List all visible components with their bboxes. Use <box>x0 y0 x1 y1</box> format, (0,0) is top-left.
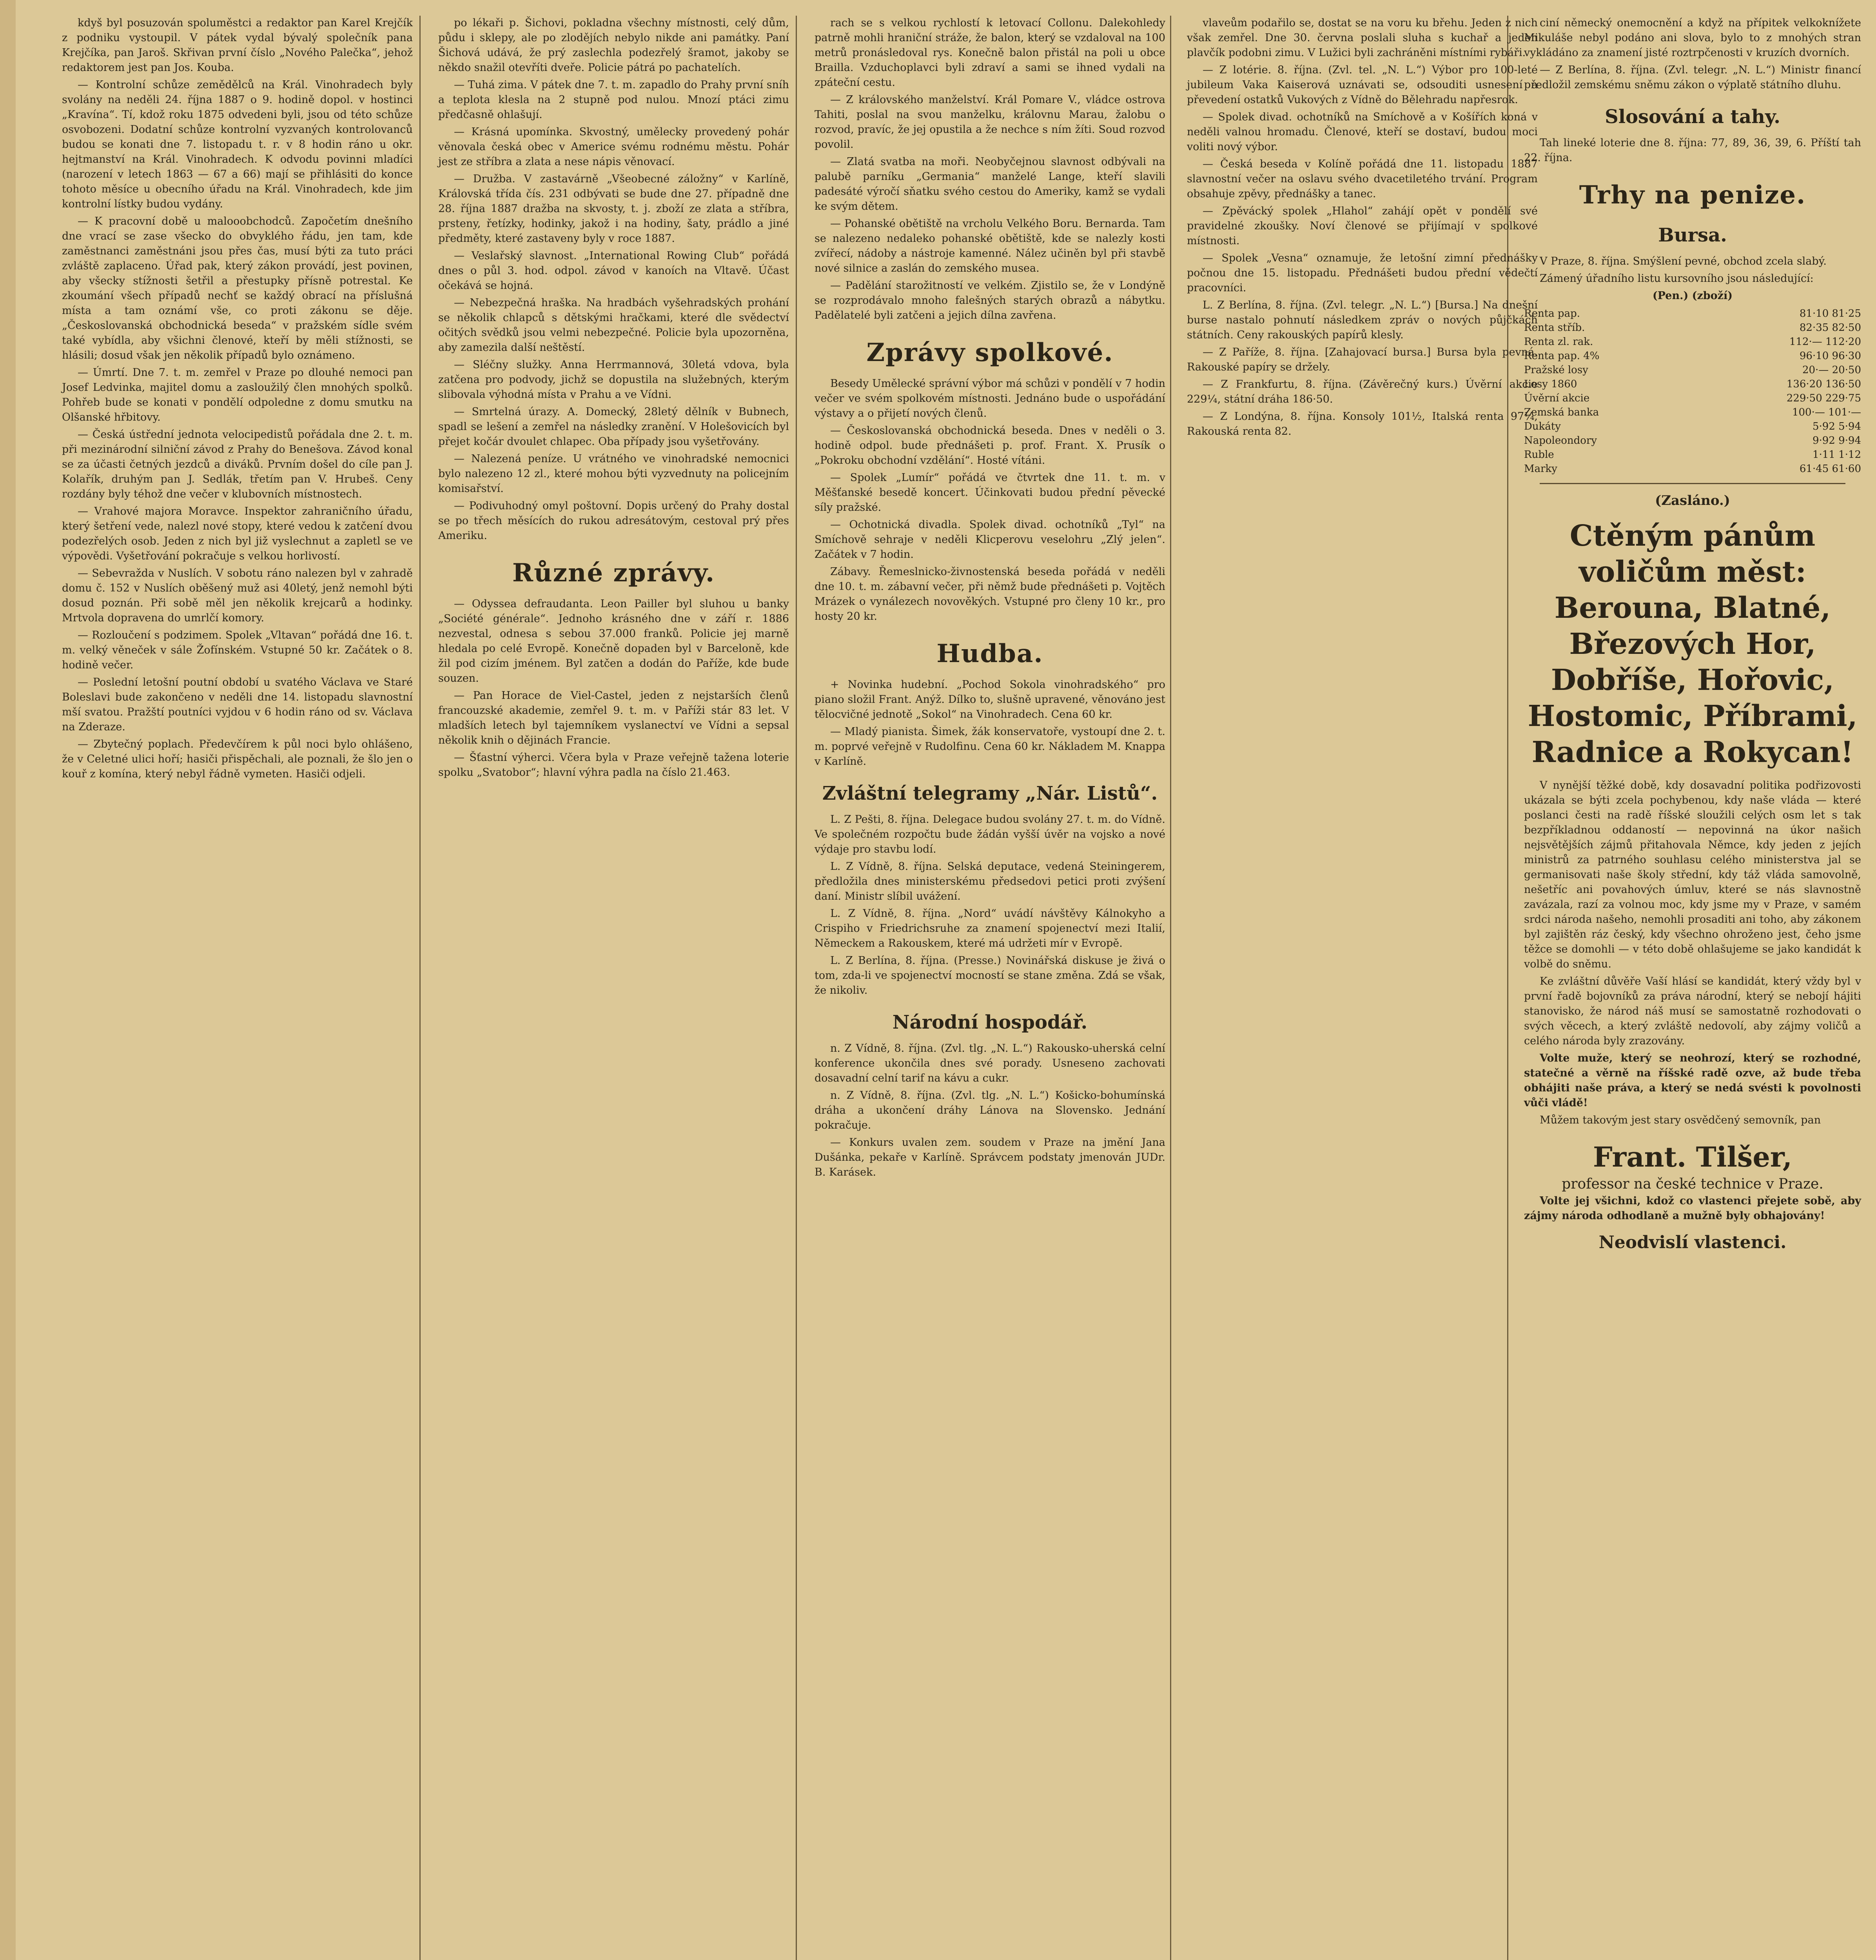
article-paragraph: — Pan Horace de Viel-Castel, jeden z nejstarších členů francouzské akademie, zemřel 9. t. m. v Paříži stár 83 let. V mladších letech byl tajemníkem vyslanectví ve Vídni a sepsal několik knih o dějinách Francie. <box>438 690 789 746</box>
section-heading-zpravy-spolkove: Zprávy spolkové. <box>866 338 1114 367</box>
article-paragraph: — Z lotérie. 8. října. (Zvl. tel. „N. L.“) Výbor pro 100-leté jubileum Vaka Kaiserová uznávati se, odsouditi usnesení a převedení ostatků Vukových z Vídně do Bělehradu napřesrok. <box>1187 64 1538 106</box>
rate-value: 20·— 20·50 <box>1802 364 1861 376</box>
section-heading-hudba: Hudba. <box>936 639 1043 668</box>
article-paragraph: — Odyssea defraudanta. Leon Pailler byl sluhou u banky „Société générale“. Jednoho krásného dne v září r. 1886 nezvestal, odnesa s sebou 37.000 franků. Policie jej marně hledala po celé Evropě. Konečně dopaden byl v Barceloně, kde žil pod cizím jménem. Byl zatčen a dodán do Paříže, kde bude souzen. <box>438 598 789 684</box>
article-paragraph: — Česká beseda v Kolíně pořádá dne 11. listopadu 1887 slavnostní večer na oslavu svého dvacetiletého trvání. Program obsahuje zpěvy, přednášky a tanec. <box>1187 158 1538 200</box>
ad-paragraph: V nynější těžké době, kdy dosavadní politika podřizovosti ukázala se býti zcela pochybenou, kdy naše vláda — které poslanci česti na radě říšské sloužili celých osm let s tak bezpříkladnou oddaností — nepovinná na úkor našich nejsvětějších zájmů přitahovala Němce, kdy jeden z jejích ministrů za patrného souhlasu celého ministerstva jal se germanisovati naše školy střední, kdy táž vláda samovolně, nešetříc ani povahových úmluv, které se nás slavnostně zavázala, razí za volnou moc, kdy jsme my v Praze, v samém srdci národa našeho, nemohli prosaditi ani toho, aby zákonem byl zajištěn ráz český, kdy všechno ohroženo jest, čeho jsme těžce se domohli — v této době ohlašujeme se jako kandidát k volbě do sněmu. <box>1524 779 1861 970</box>
section-heading-trhy: Trhy na penize. <box>1579 180 1806 210</box>
article-paragraph: — Z Paříže, 8. října. [Zahajovací bursa.] Bursa byla pevná. Rakouské papíry se držely. <box>1187 346 1538 373</box>
rate-value: 229·50 229·75 <box>1786 392 1861 404</box>
rate-label: Ruble <box>1524 449 1554 461</box>
article-paragraph: — Z Frankfurtu, 8. října. (Závěrečný kurs.) Úvěrní akcie 229¼, státní dráha 186·50. <box>1187 378 1538 405</box>
article-paragraph: — Zpěvácký spolek „Hlahol“ zahájí opět v pondělí své pravidelné zkoušky. Noví členové se přijímají v spolkové místnosti. <box>1187 205 1538 247</box>
section-heading-slosovani: Slosování a tahy. <box>1605 106 1780 128</box>
ad-signature: Neodvislí vlastenci. <box>1598 1232 1787 1252</box>
article-paragraph: — Úmrtí. Dne 7. t. m. zemřel v Praze po dlouhé nemoci pan Josef Ledvinka, majitel domu a zasloužilý člen mnohých spolků. Pohřeb bude se konati v pondělí odpoledne z domu smutku na Olšanské hřbitovy. <box>62 367 413 423</box>
rate-row <box>1524 405 1861 419</box>
rate-value: 112·— 112·20 <box>1789 336 1861 348</box>
rate-label: Renta zl. rak. <box>1524 336 1593 348</box>
rate-value: 100·— 101·— <box>1792 407 1861 418</box>
column-4 <box>1180 16 1545 1960</box>
rate-row <box>1524 335 1861 349</box>
rate-value: 96·10 96·30 <box>1799 350 1861 362</box>
subheading-bursa: Bursa. <box>1658 224 1727 246</box>
rate-label: Úvěrní akcie <box>1524 392 1590 404</box>
rate-label: Napoleondory <box>1524 435 1597 446</box>
article-paragraph: L. Z Berlína, 8. října. (Presse.) Novinářská diskuse je živá o tom, zda-li ve spojenectví mocností se stane změna. Zdá se však, že nikoliv. <box>815 955 1165 996</box>
rate-label: Pražské losy <box>1524 364 1588 376</box>
article-paragraph: L. Z Pešti, 8. října. Delegace budou svolány 27. t. m. do Vídně. Ve společném rozpočtu bude žádán vyšší úvěr na vojsko a nové výdaje pro stavbu lodí. <box>815 813 1165 855</box>
article-paragraph: — Spolek divad. ochotníků na Smíchově a v Košířích koná v neděli valnou hromadu. Členové, kteří se dostaví, budou moci voliti nový výbor. <box>1187 111 1538 153</box>
article-paragraph: L. Z Berlína, 8. října. (Zvl. telegr. „N. L.“) [Bursa.] Na dnešní burse nastalo pohnutí následkem zpráv o nových půjčkách státních. Ceny rakouských papírů klesly. <box>1187 299 1538 341</box>
article-paragraph: — Nebezpečná hraška. Na hradbách vyšehradských prohání se několik chlapců s dětskými hračkami, které dle svědectví očitých svědků jsou velmi nebezpečné. Policie byla upozorněna, aby zamezila další neštěstí. <box>438 297 789 354</box>
article-paragraph: n. Z Vídně, 8. října. (Zvl. tlg. „N. L.“) Rakousko-uherská celní konference ukončila dnes své porady. Usneseno zachovati dosavadní celní tarif na kávu a cukr. <box>815 1042 1165 1084</box>
zaslano-label: (Zasláno.) <box>1655 493 1730 508</box>
rate-value: 1·11 1·12 <box>1812 449 1861 461</box>
rate-label: Renta pap. 4% <box>1524 350 1600 362</box>
rate-row <box>1524 377 1861 391</box>
rate-value: 5·92 5·94 <box>1812 421 1861 432</box>
article-paragraph: — Zlatá svatba na moři. Neobyčejnou slavnost odbývali na palubě parníku „Germania“ manželé Lange, kteří slavili padesáté výročí sňatku svého cestou do Ameriky, kamž se vydali ke svým dětem. <box>815 156 1165 212</box>
article-paragraph: — Mladý pianista. Šimek, žák konservatoře, vystoupí dne 2. t. m. poprvé veřejně v Rudolfinu. Cena 60 kr. Nákladem M. Knappa v Karlíně. <box>815 726 1165 768</box>
article-paragraph: — Česká ústřední jednota velocipedistů pořádala dne 2. t. m. při mezinárodní silniční závod z Prahy do Benešova. Závod konal se za účasti četných jezdců a diváků. Prvním došel do cíle pan J. Kolařík, druhým pan J. Sedlák, třetím pan V. Hrubeš. Ceny rozdány byly téhož dne večer v klubovních místnostech. <box>62 428 413 500</box>
section-heading-ruzne-zpravy: Různé zprávy. <box>512 558 715 588</box>
rates-header: (Pen.) (zboží) <box>1652 290 1733 302</box>
rate-row <box>1524 391 1861 405</box>
rate-row <box>1524 321 1861 335</box>
article-paragraph: — Z královského manželství. Král Pomare V., vládce ostrova Tahiti, poslal na svou manželku, královnu Marau, žalobu o rozvod, pravíc, že jej opustila a že nechce s ním žíti. Soud rozvod povolil. <box>815 94 1165 151</box>
article-paragraph: — Rozloučení s podzimem. Spolek „Vltavan“ pořádá dne 16. t. m. velký věneček v sále Žofínském. Vstupné 50 kr. Začátek o 8. hodině večer. <box>62 629 413 671</box>
article-paragraph: vlaveům podařilo se, dostat se na voru ku břehu. Jeden z nich však zemřel. Dne 30. června poslali sluha s kuchař a jeden plavčík podobni zimu. V Lužici byli zachráněni místními rybáři. <box>1187 17 1538 59</box>
article-paragraph: — Konkurs uvalen zem. soudem v Praze na jmění Jana Dušánka, pekaře v Karlíně. Správcem podstaty jmenován JUDr. B. Karásek. <box>815 1136 1165 1178</box>
rate-row <box>1524 419 1861 434</box>
candidate-name: Frant. Tilšer, <box>1593 1141 1793 1173</box>
article-paragraph: — Kontrolní schůze zemědělců na Král. Vinohradech byly svolány na neděli 24. října 1887 o 9. hodině dopol. v hostinci „Kravína“. Tí, kdož roku 1875 odvedeni byli, jsou od této schůze osvobozeni. Dodatní schůze kontrolní vyzvaných kontrolovanců budou se konati dne 7. listopadu t. r. v 8 hodin ráno u okr. hejtmanství na Král. Vinohradech. K odvodu povinni mladíci (narození v letech 1863 — 67 a 66) mají se přihlásiti do konce tohoto měsíce u obecního úřadu na Král. Vinohradech, kde jim kontrolní lístky budou vydány. <box>62 79 413 210</box>
article-paragraph: — Ochotnická divadla. Spolek divad. ochotníků „Tyl“ na Smíchově sehraje v neděli Klicperovu veselohru „Zlý jelen“. Začátek v 7 hodin. <box>815 519 1165 561</box>
article-paragraph: — Krásná upomínka. Skvostný, umělecky provedený pohár věnovala česká obec v Americe svému rodnému městu. Pohár jest ze stříbra a zlata a nese nápis věnovací. <box>438 126 789 168</box>
article-paragraph: rach se s velkou rychlostí k letovací Collonu. Dalekohledy patrně mohli hraniční stráže, že balon, který se vzdaloval na 100 metrů pronásledoval rys. Konečně balon přistál na poli u obce Brailla. Vzduchoplavci byli zdraví a sami se ihned vydali na zpáteční cestu. <box>815 17 1165 89</box>
column-3 <box>807 16 1172 1960</box>
article-paragraph: Tah lineké loterie dne 8. října: 77, 89, 36, 39, 6. Příští tah 22. října. <box>1524 137 1861 164</box>
rate-label: Marky <box>1524 463 1557 475</box>
candidate-title: professor na české technice v Praze. <box>1562 1176 1823 1192</box>
ad-paragraph: Můžem takovým jest stary osvědčený semovník, pan <box>1540 1114 1821 1126</box>
article-paragraph: kdyš byl posuzován spoluměstci a redaktor pan Karel Krejčík z podniku vystoupil. V pátek vydal bývalý společník pana Krejčíka, pan Jaroš. Skřivan první číslo „Nového Palečka“, jehož redaktorem jest pan Jos. Kouba. <box>62 17 413 74</box>
article-paragraph: — Českoslovanská obchodnická beseda. Dnes v neděli o 3. hodině odpol. bude přednášeti p. prof. Frant. X. Prusík o „Pokroku obchodní vzdělání“. Hosté vítáni. <box>815 425 1165 466</box>
column-2 <box>431 16 796 1960</box>
article-paragraph: Zábavy. Řemeslnicko-živnostenská beseda pořádá v neděli dne 10. t. m. zábavní večer, při němž bude přednášeti p. Vojtěch Mrázek o vynálezech novověkých. Vstupné pro členy 10 kr., pro hosty 20 kr. <box>815 566 1165 622</box>
ad-paragraph: Volte muže, který se neohrozí, který se rozhodné, statečné a věrně na říšské radě ozve, až bude třeba obhájiti naše práva, a který se nedá svésti k povolnosti vůči vládě! <box>1524 1052 1861 1109</box>
article-paragraph: ciní německý onemocnění a když na přípitek velkoknížete Mikuláše nebyl podáno ani slova, bylo to z mnohých stran vykládáno za znamení jisté roztrpčenosti v kruzích dvorních. <box>1524 17 1861 59</box>
rate-value: 9·92 9·94 <box>1812 435 1861 446</box>
rate-row <box>1524 307 1861 321</box>
article-paragraph: n. Z Vídně, 8. října. (Zvl. tlg. „N. L.“) Košicko-bohumínská dráha a ukončení dráhy Lánova na Slovensko. Jednání pokračuje. <box>815 1089 1165 1131</box>
rate-label: Losy 1860 <box>1524 378 1577 390</box>
article-paragraph: po lékaři p. Šichovi, pokladna všechny místnosti, celý dům, půdu i sklepy, ale po zlodějích nebylo nikde ani památky. Paní Šichová udává, že prý zaslechla podezřelý šramot, jakoby se někdo snažil otevříti dveře. Policie pátrá po pachatelích. <box>438 17 789 74</box>
article-paragraph: — Z Berlína, 8. října. (Zvl. telegr. „N. L.“) Ministr financí předložil zemskému sněmu zákon o výplatě státního dluhu. <box>1524 64 1861 91</box>
article-paragraph: — Spolek „Vesna“ oznamuje, že letošní zimní přednášky počnou dne 15. listopadu. Přednášeti budou přední vědečtí pracovníci. <box>1187 252 1538 294</box>
page-binding-edge <box>0 0 16 1960</box>
rate-row <box>1524 349 1861 363</box>
article-paragraph: — Z Londýna, 8. října. Konsoly 101½, Italská renta 97¼, Rakouská renta 82. <box>1187 410 1538 437</box>
ad-paragraph: Volte jej všichni, kdož co vlastenci přejete sobě, aby zájmy národa odhodlaně a mužně byly obhajovány! <box>1524 1195 1861 1222</box>
article-paragraph: — Padělání starožitností ve velkém. Zjistilo se, že v Londýně se rozprodávalo mnoho falešných starých obrazů a nábytku. Padělatelé byli zatčeni a jejich dílna zavřena. <box>815 279 1165 321</box>
article-paragraph: — Spolek „Lumír“ pořádá ve čtvrtek dne 11. t. m. v Měšťanské besedě koncert. Účinkovati budou přední pěvecké síly pražské. <box>815 472 1165 514</box>
rate-value: 81·10 81·25 <box>1799 308 1861 319</box>
article-paragraph: — Sebevražda v Nuslích. V sobotu ráno nalezen byl v zahradě domu č. 152 v Nuslích oběšený muž asi 40letý, jenž nemohl býti dosud poznán. Při sobě měl jen několik krejcarů a hodinky. Mrtvola dopravena do umrlčí komory. <box>62 567 413 624</box>
article-paragraph: Besedy Umělecké správní výbor má schůzi v pondělí v 7 hodin večer ve svém spolkovém místnosti. Jednáno bude o uspořádání výstavy a o přijetí nových členů. <box>815 377 1165 419</box>
article-paragraph: + Novinka hudební. „Pochod Sokola vinohradského“ pro piano složil Frant. Anýž. Dílko to, slušně upravené, věnováno jest tělocvičné jednotě „Sokol“ na Vinohradech. Cena 60 kr. <box>815 679 1165 720</box>
rate-value: 136·20 136·50 <box>1786 378 1861 390</box>
section-heading-narodni-hospodar: Národní hospodář. <box>892 1011 1088 1033</box>
article-paragraph: — Družba. V zastavárně „Všeobecné záložny“ v Karlíně, Královská třída čís. 231 odbývati se bude dne 27. případně dne 28. října 1887 dražba na skvosty, t. j. zboží ze zlata a stříbra, prsteny, řetízky, hodinky, jakož i na hodiny, šaty, prádlo a jiné předměty, které zastaveny byly v roce 1887. <box>438 173 789 245</box>
section-heading-telegramy: Zvláštní telegramy „Nár. Listů“. <box>822 782 1158 804</box>
article-paragraph: — Tuhá zima. V pátek dne 7. t. m. zapadlo do Prahy první sníh a teplota klesla na 2 stupně pod nulou. Mnozí ptáci zimu předčasně ohlašují. <box>438 79 789 121</box>
rate-row <box>1524 462 1861 476</box>
article-paragraph: — Smrtelná úrazy. A. Domecký, 28letý dělník v Bubnech, spadl se lešení a zemřel na následky zranění. V Holešovicích byl přejet kočár dvoulet chlapec. Oba případy jsou vyšetřovány. <box>438 406 789 448</box>
column-5 <box>1517 16 1868 1960</box>
article-paragraph: — Sléčny služky. Anna Herrmannová, 30letá vdova, byla zatčena pro podvody, jichž se dopustila na služebných, kterým slibovala výhodná místa v Prahu a ve Vídni. <box>438 359 789 401</box>
article-paragraph: — Nalezená peníze. U vrátného ve vinohradské nemocnici bylo nalezeno 12 zl., které mohou býti vyzvednuty na policejním komisařství. <box>438 453 789 495</box>
article-paragraph: — Veslařský slavnost. „International Rowing Club“ pořádá dnes o půl 3. hod. odpol. závod v kanoích na Vltavě. Účast očekává se hojná. <box>438 250 789 292</box>
rate-value: 82·35 82·50 <box>1799 322 1861 334</box>
rate-label: Dukáty <box>1524 421 1561 432</box>
article-paragraph: L. Z Vídně, 8. října. „Nord“ uvádí návštěvy Kálnokyho a Crispiho v Friedrichsruhe za znamení spojenectví mezi Italií, Německem a Rakouskem, které má udržeti mír v Evropě. <box>815 907 1165 949</box>
article-paragraph: — Podivuhodný omyl poštovní. Dopis určený do Prahy dostal se po třech měsících do rukou adresátovým, cestoval prý přes Ameriku. <box>438 500 789 542</box>
article-paragraph: L. Z Vídně, 8. října. Selská deputace, vedená Steiningerem, předložila dnes ministerskému předsedovi petici proti zvýšení daní. Ministr slíbil uvážení. <box>815 860 1165 902</box>
article-paragraph: — Vrahové majora Moravce. Inspektor zahraničního úřadu, který šetření vede, nalezl nové stopy, které vedou k zatčení dvou podezřelých osob. Jeden z nich byl již vyslechnut a zapletl se ve výpovědi. Vyšetřování pokračuje s velkou horlivostí. <box>62 505 413 562</box>
rate-row <box>1524 448 1861 462</box>
rate-row <box>1524 363 1861 377</box>
article-paragraph: — K pracovní době u malooobchodců. Započetím dnešního dne vrací se zase všecko do obvyklého řádu, jen tam, kde zaměstnanci zaměstnáni jsou přes čas, musí býti za tuto práci zvláště zaplaceno. Úřad pak, který zákon provádí, jest povinen, aby všecky stížnosti šetřil a přestupky přísně potrestal. Ke zkoumání všech případů nechť se každý obrací na příslušná místa a tam oznámí vše, co proti zákonu se děje. „Českoslovanská obchodnická beseda“ v pražském sídle svém také vybídla, aby všichni členové, kteří by měli stížnosti, se hlásili; dosud však jen několik případů bylo oznámeno. <box>62 215 413 361</box>
ad-paragraph: Ke zvláštní důvěře Vaší hlásí se kandidát, který vždy byl v první řadě bojovníků za práva národní, který se nebojí hájiti stanovisko, že národ náš musí se samostatně rozhodovati o svých věcech, a který zvláště nedovolí, aby zájmy voličů a celého národa byly zrazovány. <box>1524 975 1861 1047</box>
rate-label: Renta pap. <box>1524 308 1580 319</box>
article-paragraph: — Šťastní výherci. Včera byla v Praze veřejně tažena loterie spolku „Svatobor“; hlavní výhra padla na číslo 21.463. <box>438 751 789 779</box>
election-ad-title: Ctěným pánům voličům měst: Berouna, Blatné, Březových Hor, Dobříše, Hořovic, Hostomic, Příbrami, Radnice a Rokycan! <box>1528 519 1858 769</box>
exchange-rates-table <box>1524 307 1861 476</box>
rate-label: Zemská banka <box>1524 407 1599 418</box>
article-paragraph: — Zbytečný poplach. Předevčírem k půl noci bylo ohlášeno, že v Celetné ulici hoří; hasiči přispěchali, ale poznali, že šlo jen o kouř z komína, který nebyl řádně vymeten. Hasiči odjeli. <box>62 738 413 780</box>
article-paragraph: — Pohanské obětiště na vrcholu Velkého Boru. Bernarda. Tam se nalezeno nedaleko pohanské obětiště, kde se nalezly kosti zvířecí, nádoby a nástroje kamenné. Nález učiněn byl při stavbě nové silnice a zaslán do zemského musea. <box>815 218 1165 274</box>
article-paragraph: Zámený úřadního listu kursovního jsou následující: <box>1540 272 1814 285</box>
article-paragraph: V Praze, 8. října. Smýšlení pevné, obchod zcela slabý. <box>1540 255 1827 267</box>
rate-row <box>1524 434 1861 448</box>
column-1 <box>55 16 420 1960</box>
rate-label: Renta stříb. <box>1524 322 1585 334</box>
rate-value: 61·45 61·60 <box>1799 463 1861 475</box>
article-paragraph: — Poslední letošní poutní období u svatého Václava ve Staré Boleslavi bude zakončeno v neděli dne 14. listopadu slavnostní mší svatou. Pražští poutníci vyjdou v 6 hodin ráno od sv. Václava na Zderaze. <box>62 676 413 733</box>
divider <box>1540 483 1845 484</box>
